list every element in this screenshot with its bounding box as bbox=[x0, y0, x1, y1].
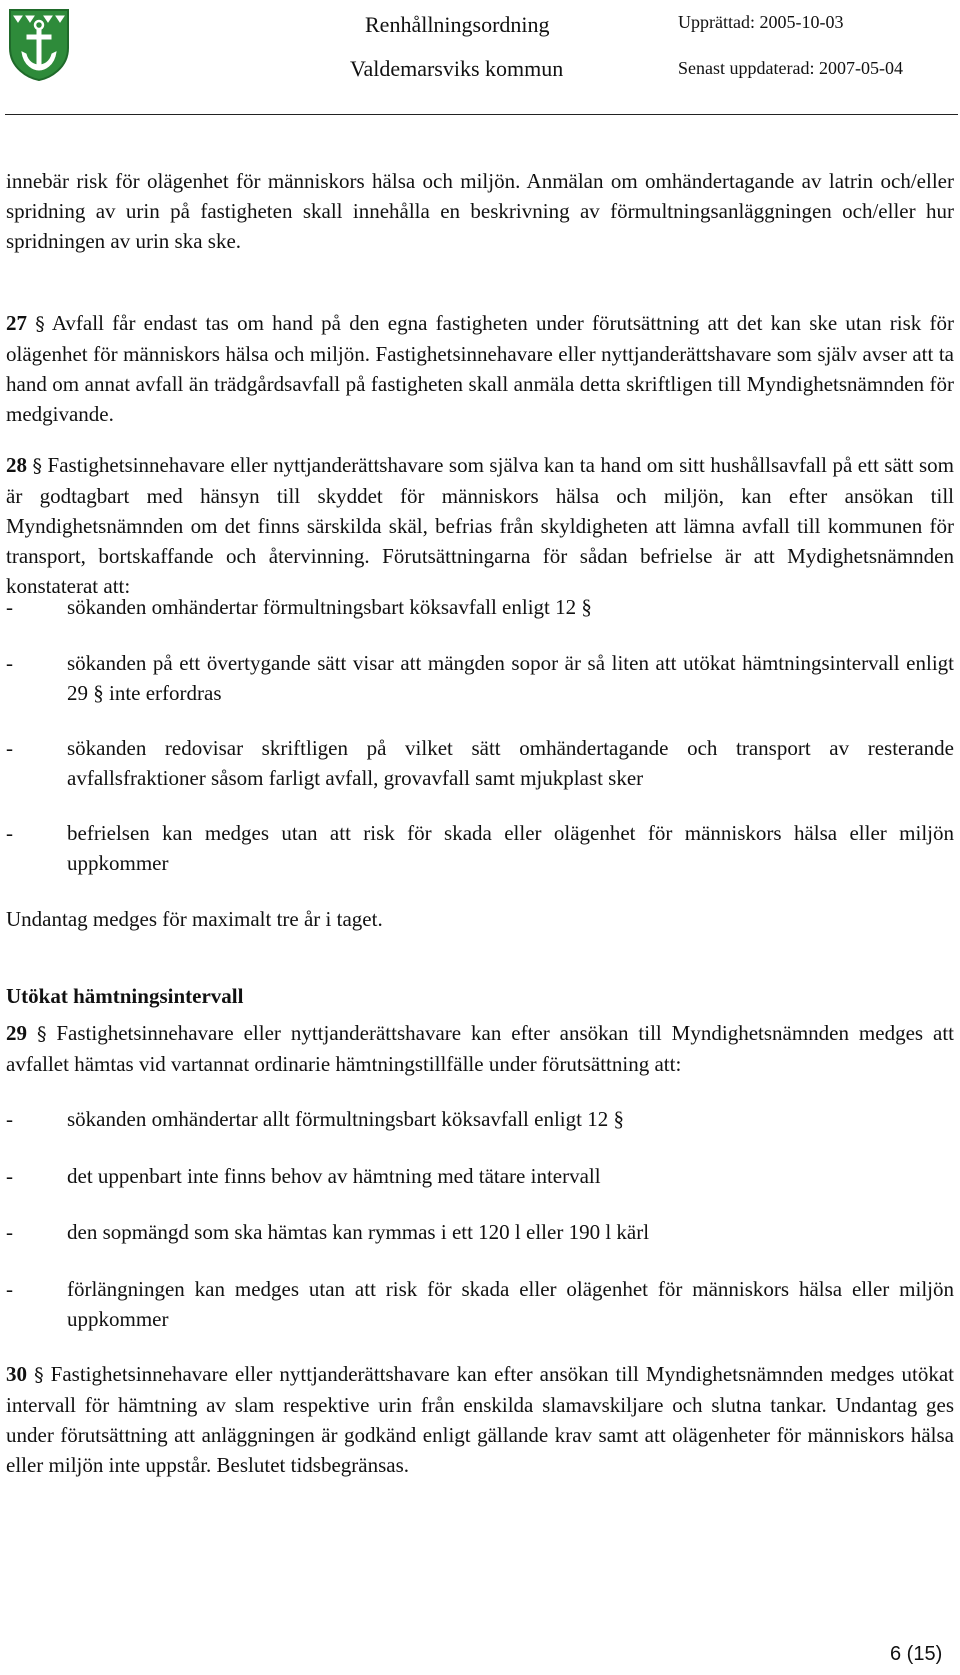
list-item-text: det uppenbart inte finns behov av hämtning med tätare intervall bbox=[67, 1164, 601, 1188]
list-dash: - bbox=[6, 821, 13, 845]
municipal-coat-of-arms-icon bbox=[8, 8, 70, 82]
section-27 bbox=[6, 308, 954, 429]
list-item-text: förlängningen kan medges utan att risk för skada eller olägenhet för människors hälsa eller miljön uppkommer bbox=[67, 1277, 954, 1331]
list-item-text: sökanden redovisar skriftligen på vilket sätt omhändertagande och transport av resterande avfallsfraktioner såsom farligt avfall, grovavfall samt mjukplast sker bbox=[67, 736, 954, 790]
document-title: Renhållningsordning bbox=[365, 12, 550, 37]
list-item-text: sökanden omhändertar förmultningsbart köksavfall enligt 12 § bbox=[67, 595, 592, 619]
section-heading: Utökat hämtningsintervall bbox=[6, 984, 244, 1008]
section-number: 28 bbox=[6, 453, 27, 477]
section-28-footnote: Undantag medges för maximalt tre år i taget. bbox=[6, 907, 383, 931]
section-text: Fastighetsinnehavare eller nyttjanderättshavare som själva kan ta hand om sitt hushållsavfall på ett sätt som är godtagbart med hänsyn till skyddet för människors hälsa och miljön, kan efter ansökan till Myndighetsnämnden om det finns särskilda skäl, befrias från skyldigheten att lämna avfall till kommunen för transport, bortskaffande och återvinning. Förutsättningarna för sådan befrielse är att Mydighetsnämnden konstaterat att: bbox=[6, 453, 954, 598]
header-divider bbox=[5, 114, 958, 115]
page-number: 6 (15) bbox=[890, 1643, 943, 1665]
list-dash: - bbox=[6, 1277, 13, 1301]
list-item-text: befrielsen kan medges utan att risk för skada eller olägenhet för människors hälsa eller miljön uppkommer bbox=[67, 821, 954, 875]
section-28 bbox=[6, 450, 954, 601]
section-symbol: § bbox=[34, 1364, 44, 1386]
municipality-name: Valdemarsviks kommun bbox=[350, 56, 564, 81]
section-symbol: § bbox=[36, 1023, 47, 1045]
list-dash: - bbox=[6, 1164, 13, 1188]
list-item-text: den sopmängd som ska hämtas kan rymmas i ett 120 l eller 190 l kärl bbox=[67, 1220, 650, 1244]
list-item-text: sökanden på ett övertygande sätt visar att mängden sopor är så liten att utökat hämtningsintervall enligt 29 § inte erfordras bbox=[67, 651, 954, 705]
section-number: 29 bbox=[6, 1021, 27, 1045]
list-dash: - bbox=[6, 736, 13, 760]
section-symbol: § bbox=[35, 313, 45, 335]
section-text: Avfall får endast tas om hand på den egna fastigheten under förutsättning att det kan ske utan risk för olägenhet för människors hälsa och miljön. Fastighetsinnehavare eller nyttjanderättshavare som själv avser att ta hand om annat avfall än trädgårdsavfall på fastigheten skall anmäla detta skriftligen till Myndighetsnämnden för medgivande. bbox=[6, 311, 955, 426]
list-dash: - bbox=[6, 1220, 13, 1244]
list-dash: - bbox=[6, 595, 13, 619]
section-text: Fastighetsinnehavare eller nyttjanderättshavare kan efter ansökan till Myndighetsnämnden medges att avfallet hämtas vid vartannat ordinarie hämtningstillfälle under förutsättning att: bbox=[6, 1021, 954, 1076]
section-number: 30 bbox=[6, 1362, 27, 1386]
updated-date: Senast uppdaterad: 2007-05-04 bbox=[678, 58, 903, 78]
list-dash: - bbox=[6, 1107, 13, 1131]
section-symbol: § bbox=[32, 455, 43, 477]
section-30 bbox=[6, 1359, 954, 1480]
list-item-text: sökanden omhändertar allt förmultningsbart köksavfall enligt 12 § bbox=[67, 1107, 624, 1131]
section-29 bbox=[6, 1018, 954, 1079]
intro-paragraph: innebär risk för olägenhet för människors hälsa och miljön. Anmälan om omhändertagande av latrin och/eller spridning av urin på fastigheten skall innehålla en beskrivning av förmultningsanläggningen och/eller hur spridningen av urin ska ske. bbox=[6, 169, 954, 253]
list-dash: - bbox=[6, 651, 13, 675]
section-text: Fastighetsinnehavare eller nyttjanderättshavare kan efter ansökan till Myndighetsnämnden medges utökat intervall för hämtning av slam respektive urin från enskilda slamavskiljare och slutna tankar. Undantag ges under förutsättning att anläggningen är godkänd enligt gällande krav samt att olägenheter för människors hälsa eller miljön inte uppstår. Beslutet tidsbegränsas. bbox=[6, 1362, 955, 1477]
page-header bbox=[0, 0, 960, 120]
section-number: 27 bbox=[6, 311, 27, 335]
created-date: Upprättad: 2005-10-03 bbox=[678, 12, 844, 32]
